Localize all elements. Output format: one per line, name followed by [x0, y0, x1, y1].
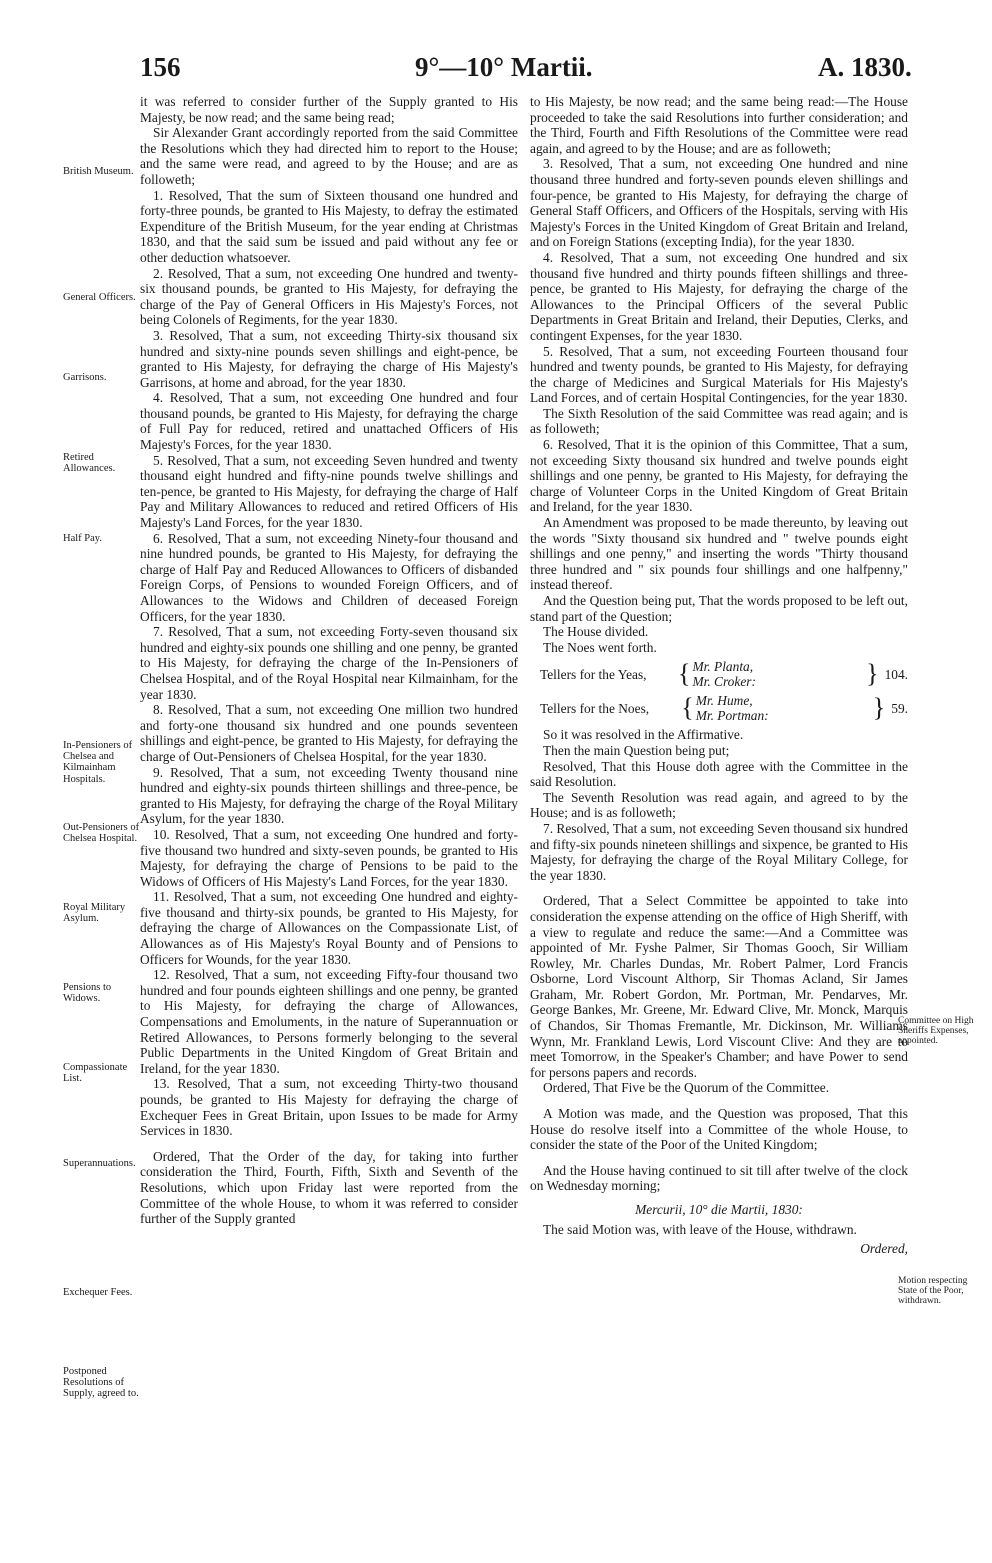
margin-note: Out-Pensioners of Chelsea Hospital. — [63, 822, 140, 845]
paragraph: And the House having continued to sit till after twelve of the clock on Wednesday morning; — [530, 1162, 908, 1194]
resolution-paragraph: 5. Resolved, That a sum, not exceeding Fourteen thousand four hundred and twenty pounds, be granted to His Majesty, for defraying the charge of Medicines and Surgical Materials for His Majesty's Land Forces, and of certain Hospital Contingencies, for the year 1830. — [530, 343, 908, 406]
tellers-noes-row — [540, 691, 908, 725]
paragraph: The Noes went forth. — [543, 639, 657, 655]
resolution-paragraph: 11. Resolved, That a sum, not exceeding One hundred and eighty-five thousand and thirty-six pounds, be granted to His Majesty, for defraying the charge of Allowances on the Compassionate List, of Allowances as of His Majesty's Royal Bounty and of Pensions to Officers for Wounds, for the year 1830. — [140, 889, 518, 967]
resolution-paragraph: 7. Resolved, That a sum, not exceeding Forty-seven thousand six hundred and eighty-six pounds one shilling and one penny, be granted to His Majesty, for defraying the charge of the In-Pensioners of Chelsea Hospital, and of the Royal Hospital near Kilmainham, for the year 1830. — [140, 624, 518, 702]
brace-icon: { — [677, 659, 691, 689]
brace-icon: } — [866, 659, 879, 689]
margin-note: Pensions to Widows. — [63, 982, 112, 1005]
order-paragraph: Ordered, That a Select Committee be appointed to take into consideration the expense attending on the office of High Sheriff, with a view to regulate and reduce the same:—And a Committee was appointed of Mr. Fyshe Palmer, Sir Thomas Gooch, Sir William Rowley, Mr. Charles Dundas, Mr. Robert Palmer, Lord Francis Osborne, Lord Viscount Althorp, Sir Thomas Acland, Sir James Graham, Mr. Robert Gordon, Mr. Portman, Mr. Pendarves, Mr. George Bankes, Mr. Greene, Mr. Edward Clive, Mr. Monck, Marquis of Chandos, Sir Thomas Fremantle, Mr. Dickinson, Mr. Williams Wynn, Mr. Frankland Lewis, Lord Viscount Clive: And they are to meet Tomorrow, in the Speaker's Chamber; and have Power to send for persons papers and records. — [530, 893, 908, 1080]
resolution-paragraph: 8. Resolved, That a sum, not exceeding One million two hundred and forty-one thousand six hundred and one pounds seventeen shillings and eight-pence, be granted to His Majesty, for defraying the charge of Out-Pensioners of Chelsea Hospital, for the year 1830. — [140, 702, 518, 764]
paragraph: And the Question being put, That the words proposed to be left out, stand part of the Question; — [530, 593, 908, 624]
page-number: 156 — [140, 52, 181, 82]
margin-note: Committee on High Sheriffs Expenses, appointed. — [898, 1016, 974, 1047]
paragraph: Sir Alexander Grant accordingly reported from the said Committee the Resolutions which they had directed him to report to the House; and the same were read, and agreed to by the House; and are as followeth; — [140, 125, 518, 187]
resolution-paragraph: 4. Resolved, That a sum, not exceeding One hundred and four thousand pounds, be granted to His Majesty, for defraying the charge of Full Pay for reduced, retired and unattached Officers of His Majesty's Forces, for the year 1830. — [140, 390, 518, 453]
paragraph: to His Majesty, be now read; and the same being read:—The House proceeded to take the said Resolutions into further consideration; and the Third, Fourth and Fifth Resolutions of the Committee were read again, and agreed to by the House; and are as followeth; — [530, 94, 908, 156]
tellers-noes-names — [696, 693, 843, 723]
teller-name: Mr. Croker: — [692, 674, 756, 690]
resolution-paragraph: 12. Resolved, That a sum, not exceeding Fifty-four thousand two hundred and four pounds eighteen shillings and one penny, be granted to His Majesty, for defraying the charge of Allowances, Compensations and Emoluments, in the nature of Superannuation or Retired Allowances, to Persons formerly belonging to the several Public Departments in the United Kingdom of Great Britain and Ireland, for the year 1830. — [140, 967, 518, 1076]
catchword: Ordered, — [860, 1241, 908, 1257]
paragraph: The Sixth Resolution of the said Committee was read again; and is as followeth; — [530, 405, 908, 437]
resolution-paragraph: 13. Resolved, That a sum, not exceeding Thirty-two thousand pounds, be granted to His Majesty for defraying the charge of Exchequer Fees in Great Britain, upon Issues to be made for Army Services in 1830. — [140, 1076, 518, 1139]
paragraph: The said Motion was, with leave of the House, withdrawn. — [543, 1221, 857, 1237]
tellers-yeas-row — [540, 657, 908, 691]
left-column — [140, 94, 518, 1227]
margin-note: British Museum. — [63, 166, 134, 177]
resolution-paragraph: 3. Resolved, That a sum, not exceeding One hundred and nine thousand three hundred and forty-seven pounds eleven shillings and four-pence, be granted to His Majesty, for defraying the charge of General Staff Officers, and Officers of the Hospitals, serving with His Majesty's Forces in the United Kingdom of Great Britain and Ireland, and on Foreign Stations (excepting India), for the year 1830. — [530, 156, 908, 250]
resolution-paragraph: 9. Resolved, That a sum, not exceeding Twenty thousand nine hundred and eighty-six pounds thirteen shillings and three-pence, be granted to His Majesty, for defraying the charge of the Royal Military Asylum, for the year 1830. — [140, 764, 518, 827]
tellers-noes-label: Tellers for the Noes, — [540, 700, 650, 716]
margin-note: Superannuations. — [63, 1158, 136, 1169]
page-header — [0, 52, 992, 92]
paragraph: So it was resolved in the Affirmative. — [543, 727, 744, 743]
header-date: 9°—10° Martii. — [415, 52, 593, 82]
yeas-count: 104. — [884, 666, 908, 682]
margin-note: Compassionate List. — [63, 1062, 128, 1085]
teller-name: Mr. Hume, — [695, 693, 753, 709]
resolution-paragraph: 10. Resolved, That a sum, not exceeding One hundred and forty-five thousand two hundred and sixty-seven pounds, be granted to His Majesty, for defraying the charge of Pensions to be paid to the Widows of Officers of His Majesty's Land Forces, for the year 1830. — [140, 826, 518, 889]
order-paragraph: Ordered, That the Order of the day, for taking into further consideration the Third, Fourth, Fifth, Sixth and Seventh of the Resolutions, which upon Friday last were reported from the Committee of the whole House, to whom it was referred to consider further of the Supply granted — [140, 1148, 518, 1227]
resolution-paragraph: 3. Resolved, That a sum, not exceeding Thirty-six thousand six hundred and sixty-nine pounds seven shillings and eight-pence, be granted to His Majesty, for defraying the charge of His Majesty's Garrisons, at home and abroad, for the year 1830. — [140, 327, 518, 390]
tellers-yeas-label: Tellers for the Yeas, — [540, 666, 647, 682]
paragraph: Then the main Question being put; — [543, 742, 730, 758]
noes-count: 59. — [891, 700, 908, 716]
division-tellers — [540, 657, 908, 725]
margin-note: Motion respecting State of the Poor, withdrawn. — [898, 1276, 968, 1307]
right-column — [530, 94, 908, 1257]
paragraph: An Amendment was proposed to be made thereunto, by leaving out the words "Sixty thousand six hundred and " twelve pounds eight shillings and one penny," and inserting the words "Thirty thousand three hundred and " six pounds four shillings and one halfpenny," instead thereof. — [530, 515, 908, 593]
resolution-paragraph: 6. Resolved, That a sum, not exceeding Ninety-four thousand and nine hundred pounds, be granted to His Majesty, for defraying the charge of Half Pay and Reduced Allowances to Officers of disbanded Foreign Corps, of Pensions to wounded Foreign Officers, and of Allowances to the Widows and Children of deceased Foreign Officers, for the year 1830. — [140, 530, 518, 624]
resolution-paragraph: 1. Resolved, That the sum of Sixteen thousand one hundred and forty-three pounds, be granted to His Majesty, to defray the estimated Expenditure of the British Museum, for the year ending at Christmas 1830, and that the said sum be issued and paid without any fee or other deduction whatsoever. — [140, 187, 518, 265]
order-paragraph: Ordered, That Five be the Quorum of the Committee. — [543, 1080, 830, 1096]
paragraph: it was referred to consider further of the Supply granted to His Majesty, be now read; and the same being read; — [140, 94, 518, 125]
margin-note: General Officers. — [63, 292, 136, 303]
margin-note: Royal Military Asylum. — [63, 902, 126, 925]
brace-icon: { — [681, 693, 694, 723]
brace-icon: } — [872, 693, 886, 723]
teller-name: Mr. Planta, — [692, 659, 754, 675]
date-heading: Mercurii, 10° die Martii, 1830: — [635, 1202, 803, 1217]
paragraph: The Seventh Resolution was read again, and agreed to by the House; and is as followeth; — [530, 789, 908, 821]
header-year: A. 1830. — [818, 52, 912, 82]
margin-note: In-Pensioners of Chelsea and Kilmainham Hospitals. — [63, 740, 133, 785]
margin-note: Retired Allowances. — [63, 452, 116, 475]
margin-note: Garrisons. — [63, 372, 107, 383]
margin-note: Postponed Resolutions of Supply, agreed to. — [63, 1366, 139, 1400]
tellers-yeas-names — [692, 659, 836, 689]
paragraph: Resolved, That this House doth agree with the Committee in the said Resolution. — [530, 758, 908, 790]
margin-note: Half Pay. — [63, 533, 102, 544]
resolution-paragraph: 7. Resolved, That a sum, not exceeding Seven thousand six hundred and fifty-six pounds nineteen shillings and sixpence, be granted to His Majesty, for defraying the charge of the Royal Military College, for the year 1830. — [530, 820, 908, 883]
resolution-paragraph: 4. Resolved, That a sum, not exceeding One hundred and six thousand five hundred and thirty pounds fifteen shillings and three-pence, be granted to His Majesty, for defraying the charge of the Allowances to the Principal Officers of the several Public Departments in Great Britain and Ireland, their Deputies, Clerks, and contingent Expenses, for the year 1830. — [530, 249, 908, 343]
resolution-paragraph: 6. Resolved, That it is the opinion of this Committee, That a sum, not exceeding Sixty thousand six hundred and twelve pounds eight shillings and one penny, be granted to His Majesty, for defraying the charge of Volunteer Corps in the United Kingdom of Great Britain and Ireland, for the year 1830. — [530, 437, 908, 515]
teller-name: Mr. Portman: — [695, 708, 769, 724]
motion-paragraph: A Motion was made, and the Question was proposed, That this House do resolve itself into a Committee of the whole House, to consider the state of the Poor of the United Kingdom; — [530, 1106, 908, 1153]
margin-note: Exchequer Fees. — [63, 1287, 133, 1298]
paragraph: The House divided. — [543, 624, 649, 640]
resolution-paragraph: 5. Resolved, That a sum, not exceeding Seven hundred and twenty thousand eight hundred and fifty-nine pounds twelve shillings and ten-pence, be granted to His Majesty, for defraying the charge of Half Pay and Military Allowances to reduced and retired Officers of His Majesty's Land Forces, for the year 1830. — [140, 452, 518, 531]
resolution-paragraph: 2. Resolved, That a sum, not exceeding One hundred and twenty-six thousand pounds, be granted to His Majesty, for defraying the charge of the Pay of General Officers in His Majesty's Forces, not being Colonels of Regiments, for the year 1830. — [140, 265, 518, 328]
